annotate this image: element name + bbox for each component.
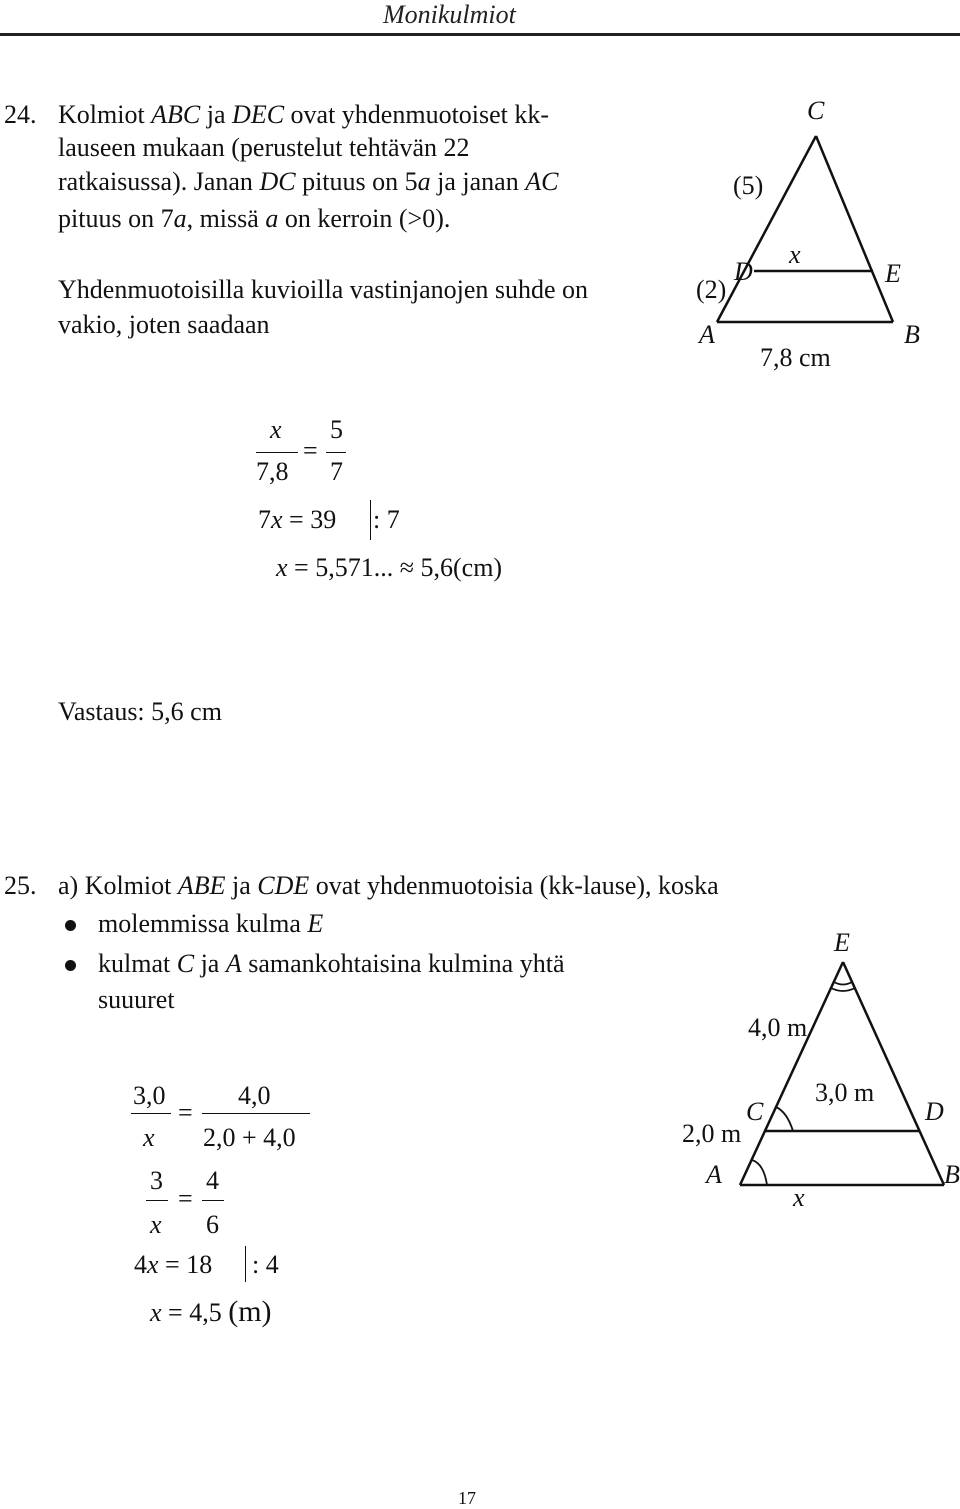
fraction-4-bar <box>202 1200 224 1201</box>
text-run: 4 <box>134 1250 147 1279</box>
vertex-a-label: A <box>699 320 715 349</box>
fraction-2-numerator: 5 <box>330 415 343 444</box>
page-number: 17 <box>458 1488 476 1508</box>
variable-x: x <box>276 553 288 582</box>
vertex-d-label: D <box>925 1097 944 1126</box>
equals-sign: = <box>178 1184 193 1213</box>
variable-x: x <box>147 1250 159 1279</box>
angle-a-arc <box>752 1160 767 1185</box>
angle-e: E <box>307 909 324 938</box>
fraction-2-numerator: 4,0 <box>238 1081 271 1110</box>
problem-24-number: 24. <box>4 100 37 129</box>
text-run: = 39 <box>282 505 337 534</box>
fraction-2-denominator: 7 <box>330 457 343 486</box>
vertex-e-label: E <box>885 259 901 288</box>
page-header-title: Monikulmiot <box>383 0 516 29</box>
text-run: ja <box>200 100 233 129</box>
unit-meters: (m) <box>228 1295 272 1328</box>
triangle-abe: ABE <box>177 871 226 900</box>
side-eb <box>843 962 944 1185</box>
angle-c-arc <box>776 1107 793 1131</box>
problem-24-text-line-6: vakio, joten saadaan <box>58 310 270 339</box>
segment-ac: AC <box>525 167 559 196</box>
segment-ab-label: 7,8 cm <box>760 343 831 372</box>
segment-x-label: x <box>793 1183 805 1212</box>
text-run: ja janan <box>430 167 526 196</box>
vertex-c-label: C <box>807 96 825 125</box>
fraction-2-denominator: 2,0 + 4,0 <box>203 1123 296 1152</box>
variable-a: a <box>417 167 431 196</box>
vertex-e-label: E <box>834 928 850 957</box>
text-run: , missä <box>186 204 266 233</box>
vertex-b-label: B <box>904 320 920 349</box>
operation-divide-4: : 4 <box>252 1250 279 1279</box>
operation-divider <box>245 1246 246 1282</box>
angle-c: C <box>176 949 195 978</box>
segment-ac-label: 2,0 m <box>682 1119 742 1148</box>
vertex-d-label: D <box>734 257 753 286</box>
problem-24-text-line-5: Yhdenmuotoisilla kuvioilla vastinjanojen suhde on <box>58 275 589 304</box>
approx-sign: ≈ <box>399 553 414 582</box>
angle-e-arc-1 <box>834 982 852 985</box>
triangle-cde: CDE <box>257 871 310 900</box>
text-run: ja <box>194 949 226 978</box>
equation-line-4 <box>150 1295 272 1329</box>
problem-24-answer: Vastaus: 5,6 cm <box>58 697 222 726</box>
vertex-a-label: A <box>706 1160 722 1189</box>
text-run: = 18 <box>158 1250 213 1279</box>
fraction-4-denominator: 6 <box>206 1210 219 1239</box>
variable-x: x <box>271 505 283 534</box>
triangle-dec: DEC <box>232 100 285 129</box>
text-run: a) Kolmiot <box>58 871 178 900</box>
text-run: pituus on 5 <box>295 167 418 196</box>
problem-24-text-line-2: lauseen mukaan (perustelut tehtävän 22 <box>58 133 470 162</box>
fraction-1-denominator: 7,8 <box>256 457 289 486</box>
fraction-1-numerator: x <box>270 415 282 444</box>
text-run: kulmat <box>98 949 177 978</box>
equals-sign: = <box>178 1098 193 1127</box>
fraction-1-denominator: x <box>143 1123 155 1152</box>
segment-x-label: x <box>789 240 801 269</box>
text-run: ovat yhdenmuotoisia (kk-lause), koska <box>309 871 719 900</box>
segment-dc-label: (5) <box>733 171 764 200</box>
fraction-4-numerator: 4 <box>206 1166 219 1195</box>
segment-ec-label: 4,0 m <box>748 1013 808 1042</box>
text-run: molemmissa kulma <box>98 909 308 938</box>
fraction-3-bar <box>146 1200 168 1201</box>
angle-a: A <box>225 949 242 978</box>
text-run: Kolmiot <box>58 100 152 129</box>
text-run: = 5,571... <box>287 553 400 582</box>
fraction-3-denominator: x <box>150 1210 162 1239</box>
variable-a: a <box>265 204 279 233</box>
problem-25-number: 25. <box>4 871 37 900</box>
bullet-2-text-line-2: suuuret <box>98 985 175 1014</box>
text-run: = 4,5 <box>161 1298 229 1327</box>
text-run: ja <box>225 871 258 900</box>
side-ea <box>740 962 843 1185</box>
operation-divide-7: : 7 <box>373 505 400 534</box>
angle-e-arc-2 <box>831 988 855 991</box>
variable-x: x <box>150 1298 162 1327</box>
segment-cd-label: 3,0 m <box>815 1078 875 1107</box>
text-run: 5,6(cm) <box>414 553 503 582</box>
text-run: pituus on 7 <box>58 204 174 233</box>
triangle-abc: ABC <box>151 100 201 129</box>
text-run: 7 <box>258 505 271 534</box>
equals-sign: = <box>303 436 318 465</box>
text-run: ovat yhdenmuotoiset kk- <box>284 100 550 129</box>
text-run: on kerroin (>0). <box>278 204 451 233</box>
fraction-1-numerator: 3,0 <box>133 1081 166 1110</box>
fraction-1-bar <box>131 1113 171 1114</box>
text-run: ratkaisussa). Janan <box>58 167 260 196</box>
variable-a: a <box>173 204 187 233</box>
segment-dc: DC <box>259 167 296 196</box>
fraction-2-bar <box>202 1113 310 1114</box>
fraction-3-numerator: 3 <box>150 1166 163 1195</box>
vertex-c-label: C <box>746 1097 764 1126</box>
segment-ad-label: (2) <box>696 275 727 304</box>
equation-line-3 <box>134 1250 212 1280</box>
vertex-b-label: B <box>944 1160 960 1189</box>
text-run: samankohtaisina kulmina yhtä <box>241 949 565 978</box>
